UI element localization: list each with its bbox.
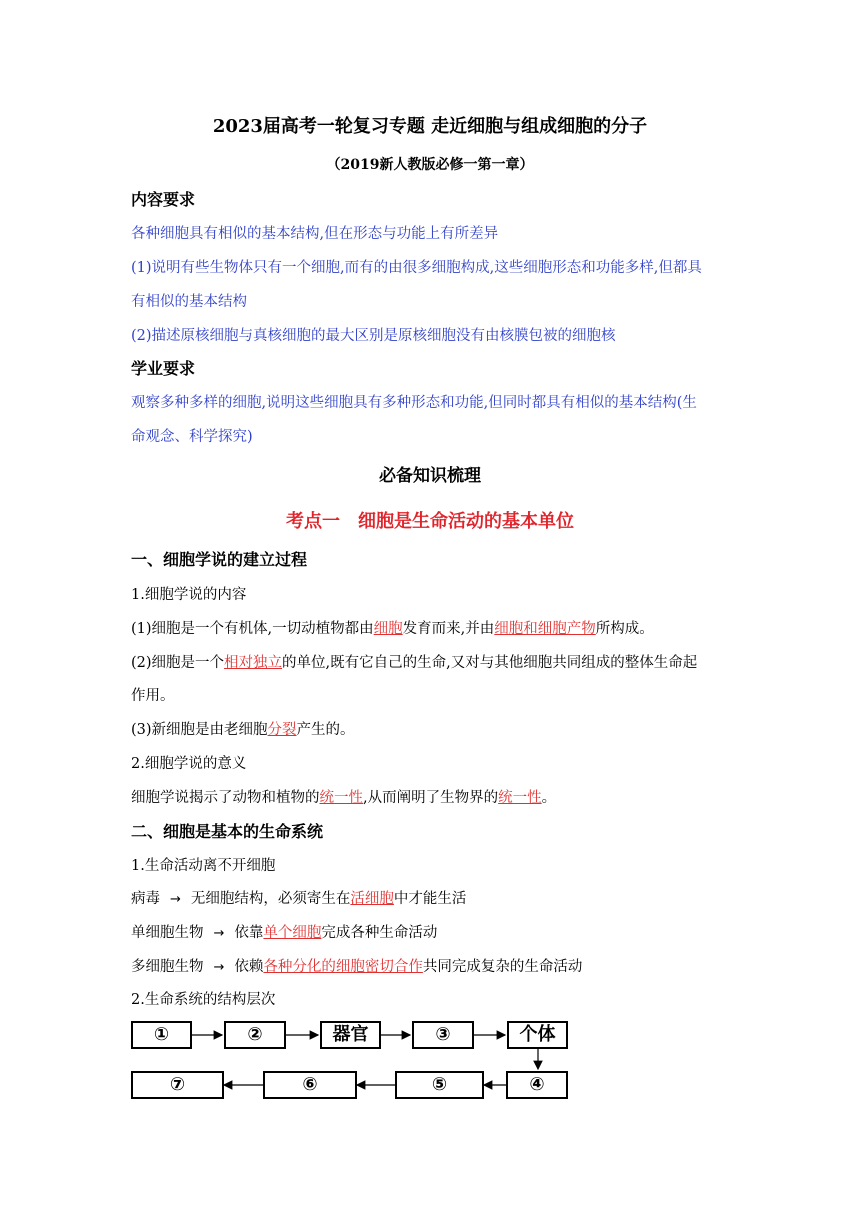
answer-blank: 细胞: [373, 621, 403, 637]
answer-blank: 统一性: [319, 790, 363, 806]
content-req-item1: (1)说明有些生物体只有一个细胞,而有的由很多细胞构成,这些细胞形态和功能多样,但都具: [131, 260, 702, 276]
right-arrow-icon: →: [213, 926, 225, 941]
level-box: ⑤: [395, 1071, 484, 1099]
cell-theory-point3: (3)新细胞是由老细胞分裂产生的。: [131, 722, 355, 738]
answer-blank: 细胞和细胞产物: [494, 621, 596, 637]
answer-blank: 各种分化的细胞密切合作: [263, 959, 423, 975]
level-box: ②: [224, 1021, 286, 1049]
part1-heading: 一、细胞学说的建立过程: [131, 550, 308, 569]
content-req-item2: (2)描述原核细胞与真核细胞的最大区别是原核细胞没有由核膜包被的细胞核: [131, 328, 616, 344]
study-req-line: 观察多种多样的细胞,说明这些细胞具有多种形态和功能,但同时都具有相似的基本结构(生: [131, 395, 697, 411]
part2-sub2: 2.生命系统的结构层次: [131, 992, 276, 1008]
level-box: ⑦: [131, 1071, 224, 1099]
document-subtitle: （2019新人教版必修一第一章）: [326, 157, 534, 173]
level-box: ④: [506, 1071, 568, 1099]
right-arrow-icon: →: [213, 960, 225, 975]
right-arrow-icon: →: [170, 892, 181, 907]
part1-sub2: 2.细胞学说的意义: [131, 756, 247, 772]
virus-line: 病毒 → 无细胞结构，必须寄生在活细胞中才能生活: [131, 891, 467, 907]
part2-sub1: 1.生命活动离不开细胞: [131, 858, 276, 874]
answer-blank: 分裂: [267, 722, 297, 738]
part1-sub1: 1.细胞学说的内容: [131, 587, 247, 603]
level-box: ⑥: [263, 1071, 357, 1099]
answer-blank: 相对独立: [224, 655, 283, 671]
answer-blank: 活细胞: [350, 891, 394, 907]
cell-theory-point2: (2)细胞是一个相对独立的单位,既有它自己的生命,又对与其他细胞共同组成的整体生命起: [131, 655, 698, 671]
level-box-organ: 器官: [320, 1021, 381, 1049]
document-title: 2023届高考一轮复习专题 走近细胞与组成细胞的分子: [212, 116, 648, 137]
part2-heading: 二、细胞是基本的生命系统: [131, 822, 324, 841]
cell-theory-point2-cont: 作用。: [131, 688, 175, 704]
multi-cell-line: 多细胞生物 → 依赖各种分化的细胞密切合作共同完成复杂的生命活动: [131, 959, 583, 975]
content-req-line: 各种细胞具有相似的基本结构,但在形态与功能上有所差异: [131, 226, 499, 242]
section-title: 必备知识梳理: [379, 466, 481, 486]
single-cell-line: 单细胞生物 → 依靠单个细胞完成各种生命活动: [131, 925, 438, 941]
level-box: ③: [412, 1021, 474, 1049]
cell-theory-significance: 细胞学说揭示了动物和植物的统一性,从而阐明了生物界的统一性。: [131, 790, 557, 806]
answer-blank: 统一性: [498, 790, 542, 806]
level-box-individual: 个体: [507, 1021, 568, 1049]
level-box: ①: [131, 1021, 192, 1049]
content-req-item1-cont: 有相似的基本结构: [131, 294, 247, 310]
kaodian-heading: 考点一 细胞是生命活动的基本单位: [286, 511, 574, 532]
content-requirements-heading: 内容要求: [131, 190, 196, 209]
study-req-line-cont: 命观念、科学探究): [131, 429, 253, 445]
cell-theory-point1: (1)细胞是一个有机体,一切动植物都由细胞发育而来,并由细胞和细胞产物所构成。: [131, 621, 654, 637]
study-requirements-heading: 学业要求: [131, 359, 196, 378]
answer-blank: 单个细胞: [263, 925, 322, 941]
